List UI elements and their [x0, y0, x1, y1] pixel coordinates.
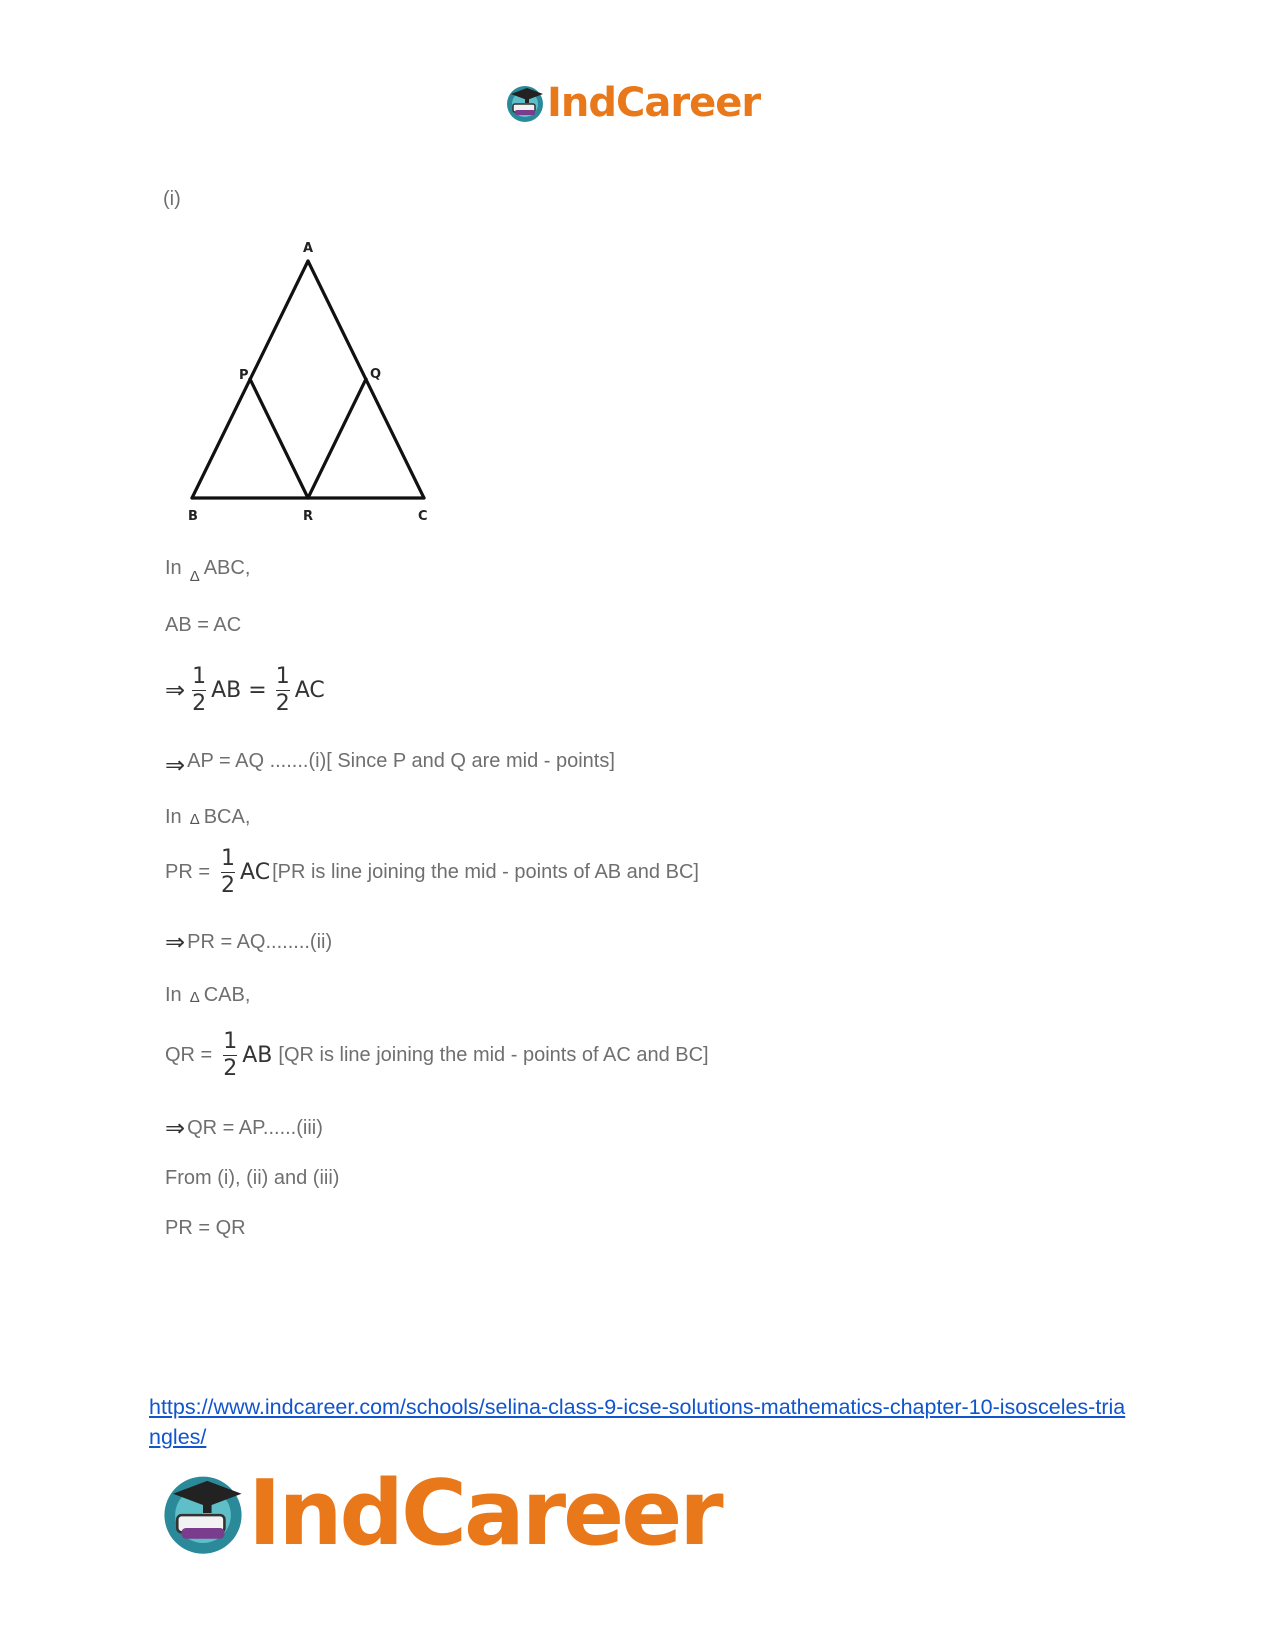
fraction-half: $\frac{1}{2}$: [223, 1028, 238, 1081]
implies-arrow: ⇒: [165, 751, 186, 779]
fraction-half: $\frac{1}{2}$: [275, 663, 290, 716]
solution-line-9: QR = $\frac{1}{2}$ AB [QR is line joining the mid - points of AC and BC]: [165, 1028, 709, 1081]
solution-line-6: PR = $\frac{1}{2}$ AC [PR is line joining the mid - points of AB and BC]: [165, 845, 699, 898]
triangle-symbol: Δ: [189, 810, 200, 828]
solution-line-12: PR = QR: [165, 1216, 246, 1239]
brand-wordmark: IndCareer: [547, 80, 761, 126]
vertex-label-p: P: [239, 368, 249, 383]
segment-pr: [250, 379, 308, 498]
brand-wordmark: IndCareer: [248, 1460, 721, 1566]
implies-arrow: ⇒: [165, 676, 186, 704]
graduation-cap-book-globe-icon: [505, 82, 545, 124]
implies-arrow: ⇒: [165, 1114, 186, 1142]
vertex-label-q: Q: [370, 367, 382, 382]
solution-line-3: ⇒ $\frac{1}{2}$ AB = $\frac{1}{2}$ AC: [165, 663, 325, 716]
fraction-half: $\frac{1}{2}$: [192, 663, 207, 716]
graduation-cap-book-globe-icon: [160, 1468, 246, 1558]
triangle-symbol: Δ: [189, 567, 200, 585]
triangle-figure: [180, 235, 440, 525]
vertex-label-r: R: [303, 509, 314, 524]
solution-line-4: ⇒ AP = AQ .......(i)[ Since P and Q are mid - points]: [165, 749, 615, 779]
solution-line-1: In Δ ABC,: [165, 556, 251, 585]
source-url-link[interactable]: https://www.indcareer.com/schools/selina-class-9-icse-solutions-mathematics-chapter-10-isosceles-triangles/: [149, 1395, 1126, 1449]
implies-arrow: ⇒: [165, 928, 186, 956]
vertex-label-b: B: [188, 509, 198, 524]
header-logo[interactable]: [505, 78, 760, 128]
solution-line-5: In Δ BCA,: [165, 805, 251, 828]
solution-line-2: AB = AC: [165, 613, 242, 636]
solution-line-7: ⇒ PR = AQ........(ii): [165, 928, 333, 956]
vertex-label-a: A: [303, 241, 314, 256]
segment-qr: [308, 379, 366, 498]
solution-line-10: ⇒ QR = AP......(iii): [165, 1114, 323, 1142]
solution-line-8: In Δ CAB,: [165, 983, 251, 1006]
question-label: (i): [163, 188, 181, 210]
footer-logo[interactable]: [160, 1460, 721, 1566]
vertex-label-c: C: [418, 509, 428, 524]
solution-line-11: From (i), (ii) and (iii): [165, 1166, 340, 1189]
fraction-half: $\frac{1}{2}$: [221, 845, 236, 898]
triangle-symbol: Δ: [189, 988, 200, 1006]
